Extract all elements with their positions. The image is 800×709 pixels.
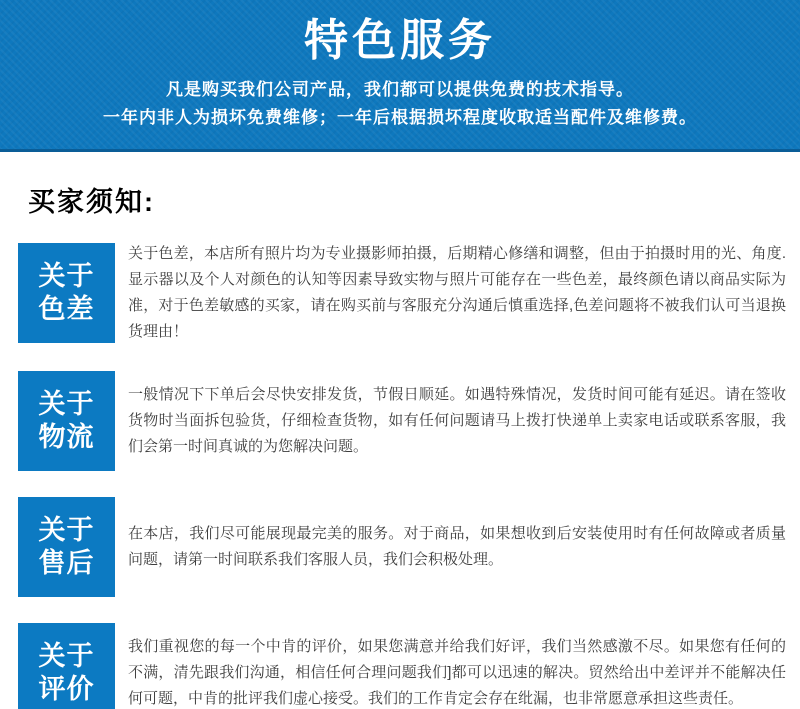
notice-label-logistics	[18, 371, 115, 471]
notice-row-logistics	[18, 371, 790, 471]
buyer-notice-title: 买家须知:	[28, 187, 155, 217]
banner-title: 特色服务	[304, 16, 496, 65]
banner-subtitle-line2: 一年内非人为损坏免费维修；一年后根据损坏程度收取适当配件及维修费。	[103, 108, 697, 127]
banner-subtitle-line1: 凡是购买我们公司产品，我们都可以提供免费的技术指导。	[166, 80, 634, 99]
notice-label-line1: 关于	[38, 261, 95, 291]
notice-row-after-sales	[18, 497, 790, 597]
featured-services-banner	[0, 0, 800, 152]
notice-text-logistics: 一般情况下下单后会尽快安排发货，节假日顺延。如遇特殊情况，发货时间可能有延迟。请在签收货物时当面拆包验货，仔细检查货物，如有任何问题请马上拨打快递单上卖家电话或联系客服，我们会第一时间真诚的为您解决问题。	[128, 386, 786, 455]
notice-text-color-difference: 关于色差，本店所有照片均为专业摄影师拍摄，后期精心修缮和调整，但由于拍摄时用的光、角度.显示器以及个人对颜色的认知等因素导致实物与照片可能存在一些色差，最终颜色请以商品实际为准，对于色差敏感的买家，请在购买前与客服充分沟通后慎重选择,色差问题将不被我们认可当退换货理由！	[128, 245, 786, 340]
notice-label-review	[18, 623, 115, 709]
notice-label-line1: 关于	[38, 515, 95, 545]
notice-text-review: 我们重视您的每一个中肯的评价，如果您满意并给我们好评，我们当然感激不尽。如果您有任何的不满，清先跟我们沟通，相信任何合理问题我们]都可以迅速的解决。贸然给出中差评并不能解决任何可题，中肯的批评我们虚心接受。我们的工作肯定会存在纰漏，也非常愿意承担这些责任。	[128, 638, 786, 707]
notice-label-after-sales	[18, 497, 115, 597]
notice-text-after-sales: 在本店，我们尽可能展现最完美的服务。对于商品，如果想收到后安装使用时有任何故障或者质量问题，请第一时间联系我们客服人员，我们会积极处理。	[128, 525, 786, 568]
notice-label-line1: 关于	[38, 389, 95, 419]
notice-label-color-difference	[18, 243, 115, 343]
notice-label-line2: 色差	[38, 294, 95, 324]
buyer-notice-section	[0, 152, 800, 709]
banner-subtitle	[0, 76, 800, 132]
notice-row-color-difference	[18, 241, 790, 345]
notice-label-line1: 关于	[38, 641, 95, 671]
notice-label-line2: 售后	[38, 548, 95, 578]
notice-label-line2: 评价	[38, 674, 95, 704]
notice-row-review	[18, 623, 790, 709]
notice-label-line2: 物流	[38, 422, 95, 452]
